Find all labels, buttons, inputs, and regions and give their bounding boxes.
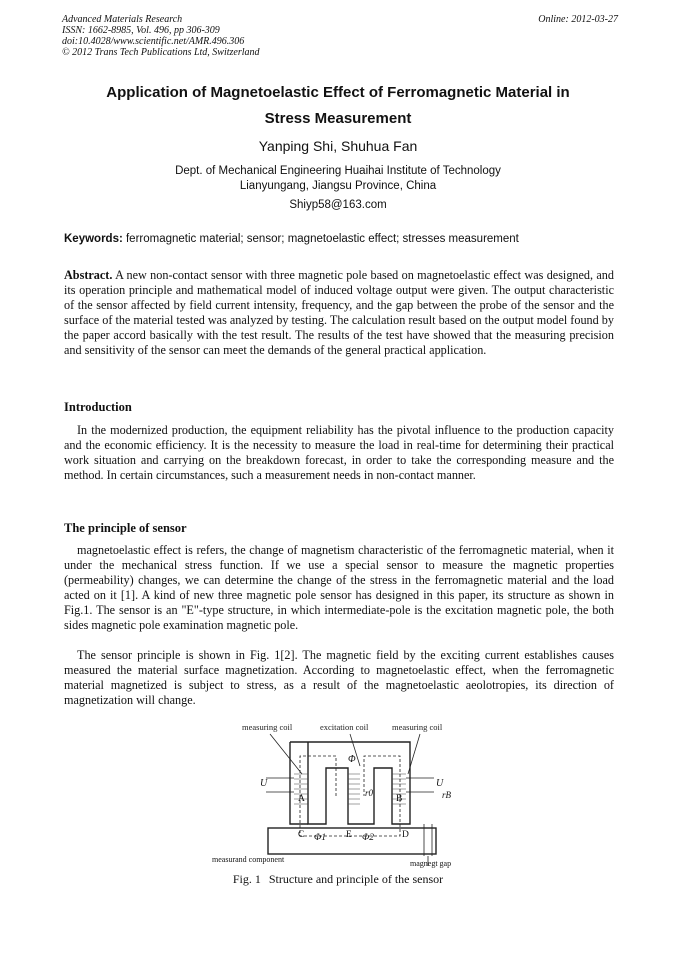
abstract <box>64 268 614 359</box>
issn-line: ISSN: 1662-8985, Vol. 496, pp 306-309 <box>62 25 220 36</box>
label-u-right: U <box>436 778 444 789</box>
label-phi: Φ <box>348 754 356 765</box>
keywords <box>64 233 616 245</box>
label-measurand-component: measurand component <box>212 855 285 864</box>
measurand-component-block <box>268 828 436 854</box>
label-b: B <box>396 794 403 804</box>
label-phi1: Φ1 <box>314 833 326 843</box>
doi-line: doi:10.4028/www.scientific.net/AMR.496.306 <box>62 36 245 47</box>
journal-name: Advanced Materials Research <box>62 14 183 25</box>
affiliation-line-2: Lianyungang, Jiangsu Province, China <box>239 180 437 192</box>
intro-heading: Introduction <box>64 400 132 414</box>
authors: Yanping Shi, Shuhua Fan <box>258 138 418 154</box>
figure-caption-text: Structure and principle of the sensor <box>268 872 444 886</box>
abstract-text: A new non-contact sensor with three magnetic pole based on magnetoelastic effect was designed, and its operation principle and mathematical model of induced voltage output were given. The output characteristic of the sensor affected by field current intensity, frequency, and the gap between the probe of the sensor and the surface of the material tested was analyzed by testing. The calculation result based on the output model found by the paper accord basically with the test result. The results of the test have showed that the measuring precision and sensitivity of the sensor can meet the demands of the general practical application. <box>64 268 614 358</box>
keywords-text: ferromagnetic material; sensor; magnetoelastic effect; stresses measurement <box>122 233 519 245</box>
figure-caption <box>60 872 616 887</box>
figure-number: Fig. 1 <box>232 872 261 886</box>
label-magnet-gap: magnegt gap <box>410 859 452 868</box>
label-rb: rB <box>442 790 451 800</box>
label-d: D <box>402 830 409 840</box>
label-a: A <box>298 794 305 804</box>
label-u-left: U <box>260 778 268 789</box>
terminal-lines <box>266 778 434 792</box>
principle-paragraph-1: magnetoelastic effect is refers, the change of magnetism characteristic of the ferromagnetic material, when it under the mechanical stress function. If we use a special sensor to measure the magnetic properties (permeability) changes, we can determine the change of the stress in the ferromagnetic material and the load acted on it [1]. A kind of new three magnetic pole sensor has designed in this paper, its structure as shown in Fig.1. The sensor is an "E"-type structure, in which intermediate-pole is the excitation magnetic pole, the both sides magnetic pole examination magnetic pole. <box>64 543 614 633</box>
label-r0: r0 <box>365 788 374 798</box>
title-line-2: Stress Measurement <box>264 110 412 127</box>
copyright-line: © 2012 Trans Tech Publications Ltd, Switzerland <box>62 47 260 58</box>
affiliation <box>60 164 616 194</box>
paper-title <box>60 80 616 132</box>
label-e: E <box>346 830 352 840</box>
title-line-1: Application of Magnetoelastic Effect of Ferromagnetic Material in <box>106 84 570 101</box>
online-date: Online: 2012-03-27 <box>538 14 618 25</box>
author-email: Shiyp58@163.com <box>289 199 387 211</box>
abstract-label: Abstract. <box>64 268 113 282</box>
journal-header <box>62 14 618 58</box>
sensor-structure-figure <box>210 716 472 868</box>
principle-heading: The principle of sensor <box>64 521 187 535</box>
label-measuring-coil-left: measuring coil <box>242 722 293 732</box>
label-c: C <box>298 830 305 840</box>
coil-hatching <box>294 774 406 804</box>
label-measuring-coil-right: measuring coil <box>392 722 443 732</box>
keywords-label: Keywords: <box>64 233 123 245</box>
principle-paragraph-2: The sensor principle is shown in Fig. 1[2]. The magnetic field by the exciting current establishes causes measured the material surface magnetization. According to magnetoelastic effect, when the ferromagnetic material magnetized is subject to stress, as a result of the magnetoelastic aeolotropies, its direction of magnetization will change. <box>64 648 614 708</box>
intro-text: In the modernized production, the equipment reliability has the pivotal influence to the production capacity and the economic efficiency. It is the necessity to measure the load in real-time for determining their practical work situation and carrying on the breakdown forecast, in order to take the corresponding measure and the method. In certain circumstances, such a measurement needs in non-contact manner. <box>64 423 614 483</box>
label-excitation-coil: excitation coil <box>320 722 369 732</box>
label-phi2: Φ2 <box>362 833 374 843</box>
affiliation-line-1: Dept. of Mechanical Engineering Huaihai Institute of Technology <box>175 165 501 177</box>
